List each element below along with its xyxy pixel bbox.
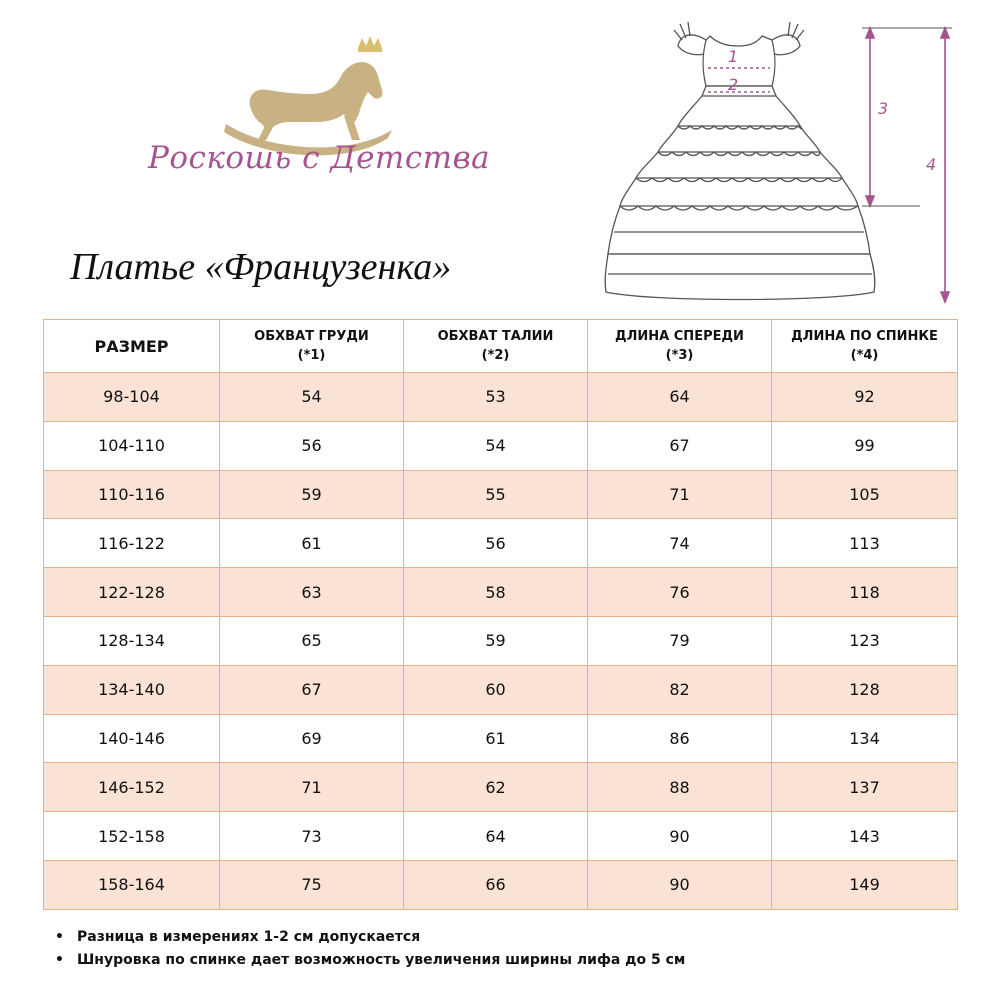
- table-cell: 110-116: [44, 470, 220, 519]
- table-row: [44, 470, 958, 519]
- notes-list: [55, 926, 685, 972]
- dress-measurement-diagram: [600, 10, 990, 310]
- table-cell: 105: [772, 470, 958, 519]
- header-size: РАЗМЕР: [44, 320, 220, 373]
- marker-label-4: 4: [926, 155, 937, 174]
- table-cell: 59: [220, 470, 404, 519]
- table-cell: 69: [220, 714, 404, 763]
- table-cell: 64: [588, 373, 772, 422]
- table-row: [44, 860, 958, 909]
- table-header-row: [44, 320, 958, 373]
- table-cell: 56: [404, 519, 588, 568]
- table-cell: 71: [588, 470, 772, 519]
- table-cell: 113: [772, 519, 958, 568]
- table-cell: 90: [588, 860, 772, 909]
- table-cell: 143: [772, 812, 958, 861]
- table-cell: 90: [588, 812, 772, 861]
- table-row: [44, 519, 958, 568]
- table-cell: 149: [772, 860, 958, 909]
- page-title: Платье «Французенка»: [70, 246, 452, 288]
- header-back-length: ДЛИНА ПО СПИНКЕ (*4): [772, 320, 958, 373]
- table-cell: 134: [772, 714, 958, 763]
- table-cell: 61: [220, 519, 404, 568]
- table-cell: 140-146: [44, 714, 220, 763]
- table-cell: 73: [220, 812, 404, 861]
- table-cell: 58: [404, 568, 588, 617]
- table-cell: 116-122: [44, 519, 220, 568]
- table-cell: 86: [588, 714, 772, 763]
- table-cell: 123: [772, 616, 958, 665]
- table-cell: 67: [220, 665, 404, 714]
- marker-label-3: 3: [878, 99, 889, 118]
- table-row: [44, 568, 958, 617]
- table-cell: 146-152: [44, 763, 220, 812]
- table-cell: 137: [772, 763, 958, 812]
- table-cell: 118: [772, 568, 958, 617]
- header-front-length: ДЛИНА СПЕРЕДИ (*3): [588, 320, 772, 373]
- table-cell: 63: [220, 568, 404, 617]
- note-item: • Разница в измерениях 1-2 см допускается: [55, 929, 421, 945]
- table-cell: 99: [772, 421, 958, 470]
- table-cell: 128-134: [44, 616, 220, 665]
- table-row: [44, 373, 958, 422]
- table-cell: 88: [588, 763, 772, 812]
- table-cell: 128: [772, 665, 958, 714]
- table-cell: 75: [220, 860, 404, 909]
- crown-icon: [358, 36, 382, 52]
- table-cell: 92: [772, 373, 958, 422]
- size-table: [43, 319, 958, 910]
- table-cell: 134-140: [44, 665, 220, 714]
- table-cell: 55: [404, 470, 588, 519]
- brand-name: Роскошь с Детства: [148, 140, 491, 176]
- marker-label-2: 2: [728, 75, 739, 94]
- table-cell: 60: [404, 665, 588, 714]
- table-cell: 56: [220, 421, 404, 470]
- table-cell: 54: [220, 373, 404, 422]
- table-cell: 74: [588, 519, 772, 568]
- table-row: [44, 714, 958, 763]
- table-row: [44, 665, 958, 714]
- header-chest: ОБХВАТ ГРУДИ (*1): [220, 320, 404, 373]
- table-cell: 158-164: [44, 860, 220, 909]
- table-cell: 54: [404, 421, 588, 470]
- table-cell: 53: [404, 373, 588, 422]
- header-waist: ОБХВАТ ТАЛИИ (*2): [404, 320, 588, 373]
- table-cell: 98-104: [44, 373, 220, 422]
- table-row: [44, 616, 958, 665]
- table-cell: 122-128: [44, 568, 220, 617]
- table-cell: 82: [588, 665, 772, 714]
- table-cell: 64: [404, 812, 588, 861]
- table-cell: 61: [404, 714, 588, 763]
- dress-sketch-icon: [600, 10, 990, 310]
- table-cell: 71: [220, 763, 404, 812]
- table-cell: 59: [404, 616, 588, 665]
- table-cell: 76: [588, 568, 772, 617]
- marker-label-1: 1: [728, 47, 739, 66]
- table-row: [44, 763, 958, 812]
- table-cell: 79: [588, 616, 772, 665]
- table-cell: 104-110: [44, 421, 220, 470]
- table-row: [44, 421, 958, 470]
- table-cell: 67: [588, 421, 772, 470]
- table-row: [44, 812, 958, 861]
- table-cell: 65: [220, 616, 404, 665]
- note-item: • Шнуровка по спинке дает возможность увеличения ширины лифа до 5 см: [55, 952, 686, 968]
- table-cell: 152-158: [44, 812, 220, 861]
- table-cell: 66: [404, 860, 588, 909]
- table-cell: 62: [404, 763, 588, 812]
